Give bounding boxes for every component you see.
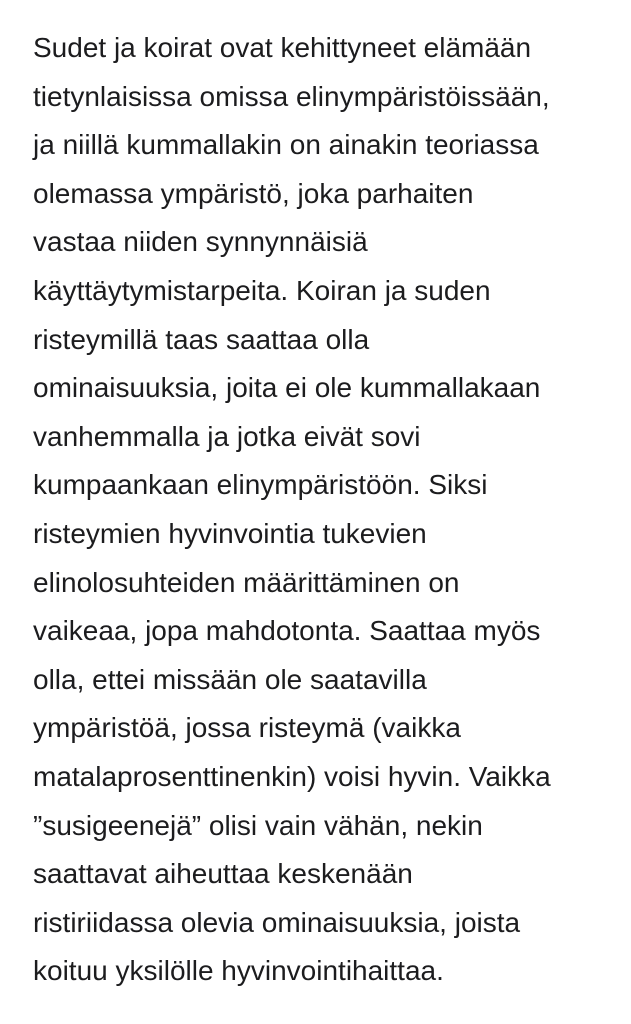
text-line: koituu yksilölle hyvinvointihaittaa.: [33, 955, 444, 987]
article-paragraph: [33, 24, 627, 996]
text-line: ”susigeenejä” olisi vain vähän, nekin: [33, 809, 483, 841]
text-line: risteymien hyvinvointia tukevien: [33, 517, 427, 549]
text-line: tietynlaisissa omissa elinympäristöissään,: [33, 80, 550, 112]
text-line: olla, ettei missään ole saatavilla: [33, 663, 427, 695]
text-line: ominaisuuksia, joita ei ole kummallakaan: [33, 372, 541, 404]
text-line: Sudet ja koirat ovat kehittyneet elämään: [33, 32, 532, 63]
text-line: risteymillä taas saattaa olla: [33, 323, 370, 355]
text-line: olemassa ympäristö, joka parhaiten: [33, 177, 474, 209]
text-line: vastaa niiden synnynnäisiä: [33, 226, 368, 258]
text-line: matalaprosenttinenkin) voisi hyvin. Vaikka: [33, 760, 551, 792]
text-line: kumpaankaan elinympäristöön. Siksi: [33, 469, 488, 501]
text-line: ympäristöä, jossa risteymä (vaikka: [33, 712, 461, 744]
text-line: ristiriidassa olevia ominaisuuksia, joista: [33, 906, 521, 938]
text-line: saattavat aiheuttaa keskenään: [33, 858, 413, 890]
text-line: elinolosuhteiden määrittäminen on: [33, 566, 460, 598]
text-line: vaikeaa, jopa mahdotonta. Saattaa myös: [33, 615, 541, 647]
text-line: ja niillä kummallakin on ainakin teoriassa: [33, 129, 539, 161]
text-line: käyttäytymistarpeita. Koiran ja suden: [33, 274, 491, 306]
text-line: vanhemmalla ja jotka eivät sovi: [33, 420, 421, 452]
